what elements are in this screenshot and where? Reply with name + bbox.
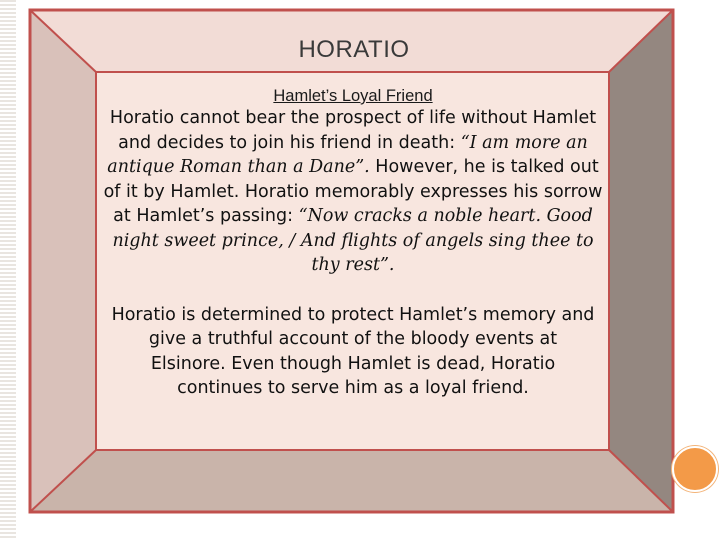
accent-circle: [672, 446, 718, 492]
paragraph-2: Horatio is determined to protect Hamlet’s memory and give a truthful account of the bloody events at Elsinore. Even though Hamlet is dead, Horatio continues to serve him as a loyal friend.: [111, 304, 595, 398]
bevel-right: [609, 10, 673, 512]
paragraph-1: [96, 106, 610, 278]
noble-heart-quote: “Now cracks a noble heart. Good night sweet prince, / And flights of angels sing thee to thy rest”.: [112, 206, 594, 275]
roman-quote: “I am more an antique Roman than a Dane”.: [107, 132, 588, 177]
slide-subtitle: Hamlet’s Loyal Friend: [273, 87, 433, 105]
para1-text-1: Horatio cannot bear the prospect of life without Hamlet and decides to join his friend in death:: [109, 108, 597, 153]
content-panel: [96, 74, 610, 448]
slide-title: HORATIO: [298, 36, 410, 63]
para1-text-2: However, he is talked out of it by Hamlet. Horatio memorably expresses his sorrow at Hamlet’s passing:: [103, 157, 603, 226]
bevel-bottom: [30, 450, 673, 512]
bevel-left: [30, 10, 96, 512]
